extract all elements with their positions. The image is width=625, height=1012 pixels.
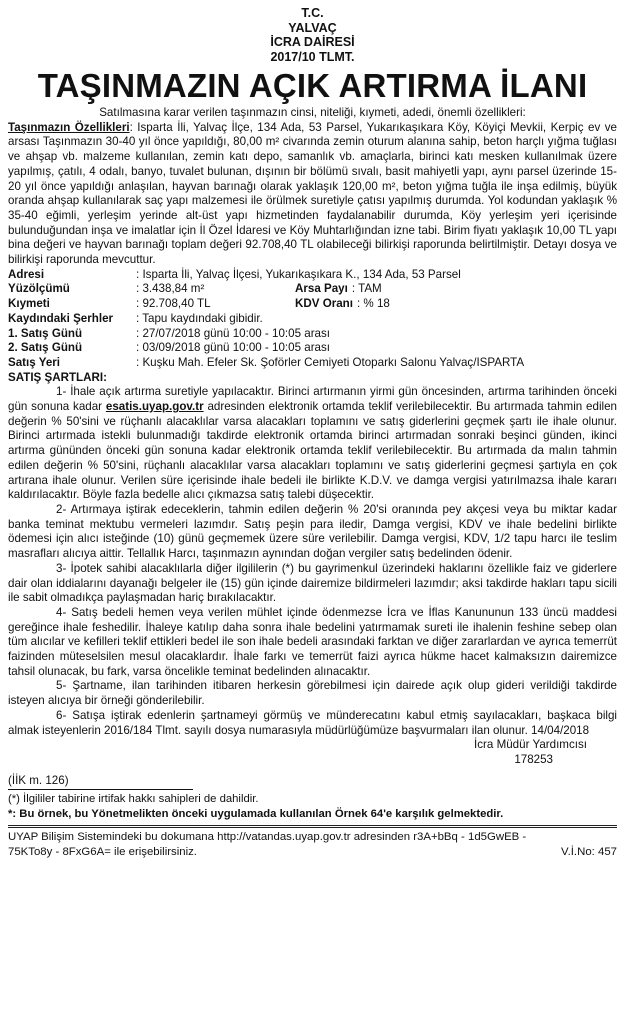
uyap-text-2: 75KTo8y - 8FxG6A= ile erişebilirsiniz. xyxy=(8,845,197,858)
header-line: T.C. xyxy=(301,6,324,20)
detail-row-value xyxy=(8,297,617,312)
detail-row-sale1 xyxy=(8,327,617,342)
sale1-label: 1. Satış Günü xyxy=(8,326,83,340)
footnote-2: *: Bu örnek, bu Yönetmelikten önceki uygulamada kullanılan Örnek 64'e karşılık gelmektedir. xyxy=(8,807,504,820)
annotations-value: : Tapu kaydındaki gibidir. xyxy=(136,311,263,325)
features-paragraph xyxy=(8,121,617,268)
features-text: : Isparta İli, Yalvaç İlçe, 134 Ada, 53 Parsel, Yukarıkaşıkara Köy, Köyiçi Mevkii, Kerpiç ev ve arsası Taşınmazın 30-40 yıl önce yapıldığı, 80,00 m² civarında zemin oturum alanına sahip, beton harçlı yığma tuğlası ve ahşap vb. malzeme kullanılan, zemin katı depo, samanlık vb. amaçlarla, birinci katı mesken kullanılmak üzere yapılmış, çatılı, 4 odalı, banyo, tuvalet bulunan, dışının bir bölümü sıvalı, basit mahiyetli yapı, aynı parsel üzerinde 15-20 yıl önce yapıldığı anlaşılan, hayvan barınağı olarak yaklaşık 120,00 m², beton yığma tuğla ile inşa edilmiş, büyük oranda ahşap kullanılarak saç yapı malzemesi ile örülmek suretiyle çatısı yapılmış durumda. Yol kodundan yaklaşık % 35-40 eğimli, yerleşim yerinde alt-üst yapı hizmetinden faydalanabilir durumda, Köy yerleşim yeri içerisinde bulunduğundan inşa ve imalatlar için İl Özel İdaresi ve Köy Muhtarlığından izne tabi. Birim fiyatı yaklaşık 10,00 TL yapı bina değeri ve hayvan barınağı toplam değeri 92.708,40 TL olabileceği bilirkişi raporunda belirtilmiştir. Detayı dosya ve bilirkişi raporunda mevcuttur. xyxy=(8,120,617,267)
vat-label: KDV Oranı xyxy=(295,297,353,311)
detail-row-address xyxy=(8,268,617,283)
sale1-value: : 27/07/2018 günü 10:00 - 10:05 arası xyxy=(136,326,331,340)
condition-1-text-b: adresinden elektronik ortamda teklif verilebilecektir. Bu artırmada tahmin edilen değerin % 50'sini ve rüçhanlı alacaklılar varsa alacakları toplamını ve satış giderlerini geçmek şartı ile ihale olunur. Birinci artırmada istekli bulunmadığı takdirde elektronik ortamda birinci artırmadan sonraki beşinci günden, ikinci artırma gününden önceki gün sonuna kadar elektronik ortamda teklif verilebilecektir. Bu artırmada da malın tahmin edilen değerin % 50'sini, rüçhanlı alacaklılar varsa alacakları toplamını ve satış giderlerini geçmesi şartıyla en çok artırana ihale olunur. Verilen süre içerisinde ihale bedeli ile birlikte K.D.V. ve damga vergisi yatırılmazsa ihale kararı kaldırılacaktır. Böyle fazla bedelle alıcı çıkmazsa satış talebi düşecektir. xyxy=(8,400,617,502)
signature-title: İcra Müdür Yardımcısı xyxy=(474,738,587,752)
header-block xyxy=(8,6,617,64)
uyap-text-1: UYAP Bilişim Sistemindeki bu dokumana http://vatandas.uyap.gov.tr adresinden r3A+bBq - 1d5GwEB - xyxy=(8,831,527,844)
detail-row-sale2 xyxy=(8,341,617,356)
condition-1 xyxy=(8,385,617,503)
header-line: 2017/10 TLMT. xyxy=(270,49,355,64)
law-reference: (İİK m. 126) xyxy=(8,773,69,787)
area-value: : 3.438,84 m² xyxy=(136,282,205,296)
signature-number: 178253 xyxy=(514,752,553,766)
detail-row-place xyxy=(8,356,617,371)
uyap-line-2 xyxy=(8,845,617,860)
address-label: Adresi xyxy=(8,267,45,281)
features-label: Taşınmazın Özellikleri xyxy=(8,120,130,134)
vat-value: : % 18 xyxy=(356,297,390,311)
header-line: YALVAÇ xyxy=(288,20,337,35)
esatis-link[interactable]: esatis.uyap.gov.tr xyxy=(105,400,204,414)
condition-3: 3- İpotek sahibi alacaklılarla diğer ilgililerin (*) bu gayrimenkul üzerindeki haklarını özellikle faiz ve giderlere dair olan iddialarını dayanağı belgeler ile (15) gün içinde dairemize bildirmeleri lazımdır; aksi takdirde hakları tapu sicili ile sabit olmadıkça paylaşmadan hariç bırakılacaktır. xyxy=(8,561,617,605)
condition-4: 4- Satış bedeli hemen veya verilen mühlet içinde ödenmezse İcra ve İflas Kanununun 133 üncü maddesi gereğince ihale feshedilir. İhaleye katılıp daha sonra ihale bedelini yatırmamak sureti ile ihalenin feshine sebep olan tüm alıcılar ve kefilleri teklif ettikleri bedel ile son ihale bedeli arasındaki farktan ve diğer zararlardan ve ayrıca temerrüt faizinden müteselsilen mesul olacaklardır. İhale farkı ve temerrüt faizi ayrıca hükme hacet kalmaksızın dairemizce tahsil olunacak, bu fark, varsa öncelikle teminat bedelinden alınacaktır. xyxy=(8,605,617,678)
condition-6: 6- Satışa iştirak edenlerin şartnameyi görmüş ve münderecatını kabul etmiş sayılacakları, başkaca bilgi almak isteyenlerin 2016/184 Tlmt. sayılı dosya numarasıyla müdürlüğümüze başvurmaları ilan olunur. 14/04/2018 xyxy=(8,708,617,737)
value-value: : 92.708,40 TL xyxy=(136,297,211,311)
condition-2: 2- Artırmaya iştirak edeceklerin, tahmin edilen değerin % 20'si oranında pey akçesi veya bu miktar kadar banka teminat mektubu vermeleri lazımdır. Satış peşin para iledir, Damga vergisi, KDV ve ihale bedelini birlikte ödemesi için alıcı isteğinde (10) günü geçmemek üzere süre verilebilir. Damga vergisi, KDV, 1/2 tapu harcı ile teslim masrafları alıcıya aittir. Tellallık Harcı, taşınmazın aynından doğan vergiler satış bedelinden ödenir. xyxy=(8,502,617,561)
intro-text: Satılmasına karar verilen taşınmazın cinsi, niteliği, kıymeti, adedi, önemli özellikleri: xyxy=(99,106,526,119)
details-block xyxy=(8,268,617,371)
uyap-block xyxy=(8,825,617,859)
place-value: : Kuşku Mah. Efeler Sk. Şoförler Cemiyeti Otoparkı Salonu Yalvaç/ISPARTA xyxy=(136,355,525,369)
divider xyxy=(8,789,193,790)
address-value: : Isparta İli, Yalvaç İlçesi, Yukarıkaşıkara K., 134 Ada, 53 Parsel xyxy=(136,267,461,281)
area-label: Yüzölçümü xyxy=(8,282,70,296)
share-value: : TAM xyxy=(351,282,382,296)
page-title: TAŞINMAZIN AÇIK ARTIRMA İLANI xyxy=(37,67,588,104)
vi-number: V.İ.No: 457 xyxy=(561,845,617,858)
detail-row-area xyxy=(8,282,617,297)
detail-row-annotations xyxy=(8,312,617,327)
sale2-label: 2. Satış Günü xyxy=(8,341,83,355)
signature-block xyxy=(8,738,617,767)
footnote-1: (*) İlgililer tabirine irtifak hakkı sahipleri de dahildir. xyxy=(8,793,259,806)
condition-5: 5- Şartname, ilan tarihinden itibaren herkesin görebilmesi için dairede açık olup gideri verildiği takdirde isteyen alıcıya bir örneği gönderilebilir. xyxy=(8,679,617,708)
conditions-title: SATIŞ ŞARTLARI: xyxy=(8,370,107,384)
sale2-value: : 03/09/2018 günü 10:00 - 10:05 arası xyxy=(136,341,331,355)
share-label: Arsa Payı xyxy=(295,282,348,296)
value-label: Kıymeti xyxy=(8,297,50,311)
place-label: Satış Yeri xyxy=(8,355,60,369)
condition-1-text-a: 1- İhale açık artırma suretiyle yapılacaktır. Birinci artırmanın yirmi gün öncesinden, artırma tarihinden önceki gün sonuna kadar xyxy=(8,385,617,414)
header-line: İCRA DAİRESİ xyxy=(270,35,355,49)
uyap-line-1 xyxy=(8,830,617,845)
annotations-label: Kaydındaki Şerhler xyxy=(8,311,114,325)
